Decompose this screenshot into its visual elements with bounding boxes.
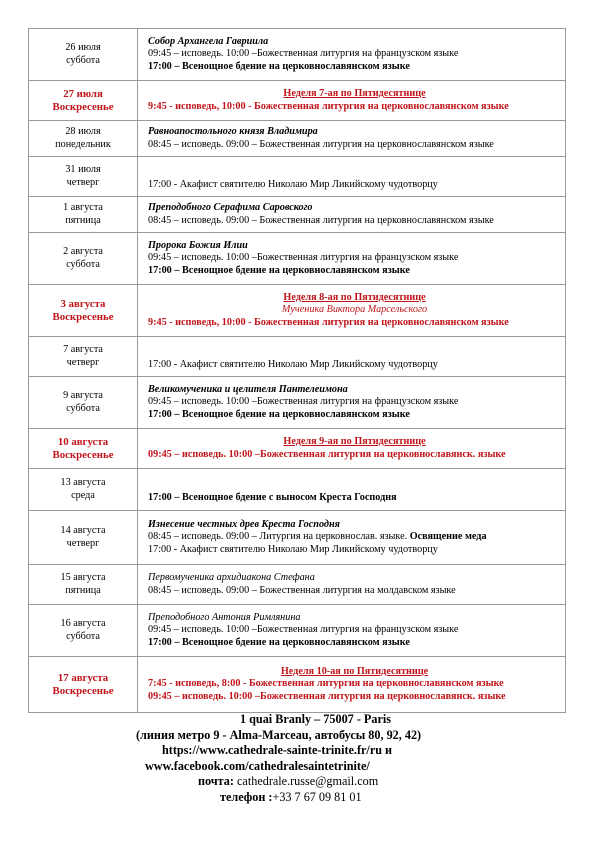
table-row: [29, 429, 566, 469]
service-cell: [138, 121, 566, 157]
date: 7 августа: [63, 344, 103, 356]
sunday-title: Неделя 10-ая по Пятидесятнице: [280, 665, 429, 677]
weekday: Воскресенье: [52, 448, 114, 461]
weekday: четверг: [66, 356, 100, 368]
date: 16 августа: [60, 618, 106, 630]
email-line: [0, 774, 594, 790]
date: 26 июля: [65, 42, 101, 54]
service-cell: [138, 337, 566, 377]
service-cell: [138, 29, 566, 81]
address: 1 quai Branly – 75007 - Paris: [240, 712, 391, 726]
table-row: [29, 511, 566, 565]
weekday: среда: [71, 489, 95, 501]
facebook-link[interactable]: www.facebook.com/cathedralesaintetrinite/: [145, 758, 370, 773]
date: 27 июля: [63, 88, 103, 101]
weekday: суббота: [66, 402, 100, 414]
weekday: четверг: [66, 176, 100, 188]
service-line: 09:45 – исповедь. 10:00 –Божественная литургия на французском языке: [148, 252, 459, 264]
service-cell: [138, 429, 566, 469]
date: 10 августа: [57, 436, 109, 449]
service-line: 17:00 – Всенощное бдение на церковнославянском языке: [148, 60, 410, 72]
phone-line: [0, 790, 594, 806]
weekday: Воскресенье: [52, 684, 114, 697]
date-cell: [29, 469, 138, 511]
service-line: 17:00 – Всенощное бдение на церковнославянском языке: [148, 408, 410, 420]
service-cell: [138, 233, 566, 285]
weekday: пятница: [65, 584, 101, 596]
service-line: 09:45 – исповедь. 10:00 –Божественная литургия на французском языке: [148, 396, 459, 408]
date-cell: [29, 511, 138, 565]
weekday: суббота: [66, 630, 100, 642]
date: 3 августа: [60, 298, 106, 311]
service-line: 09:45 – исповедь. 10:00 –Божественная литургия на французском языке: [148, 624, 459, 636]
honey-blessing: Освящение меда: [409, 531, 487, 543]
table-row: [29, 377, 566, 429]
weekday: суббота: [66, 54, 100, 66]
table-row: [29, 605, 566, 657]
date: 31 июля: [65, 164, 101, 176]
service-cell: [138, 565, 566, 605]
weekday: четверг: [66, 537, 100, 549]
service-cell: [138, 197, 566, 233]
feast-name: Преподобного Серафима Саровского: [148, 202, 313, 214]
feast-name: Великомученика и целителя Пантелеимона: [148, 383, 348, 395]
feast-name: Преподобного Антония Римлянина: [148, 611, 301, 623]
date: 9 августа: [63, 390, 103, 402]
weekday: суббота: [66, 258, 100, 270]
feast-name: Равноапостольного князя Владимира: [148, 126, 318, 138]
feast-name: Изнесение честных древ Креста Господня: [148, 518, 340, 530]
date-cell: [29, 429, 138, 469]
date-cell: [29, 81, 138, 121]
date-cell: [29, 605, 138, 657]
table-row: [29, 81, 566, 121]
service-cell: [138, 511, 566, 565]
phone-number[interactable]: +33 7 67 09 81 01: [272, 789, 362, 804]
service-line: 17:00 – Всенощное бдение на церковнославянском языке: [148, 264, 410, 276]
weekday: Воскресенье: [52, 310, 114, 323]
phone-label: телефон :: [220, 789, 273, 804]
table-row: [29, 657, 566, 713]
service-line: [148, 531, 561, 543]
weekday: понедельник: [55, 138, 111, 150]
service-line: 7:45 - исповедь, 8:00 - Божественная литургия на церковнославянском языке: [148, 678, 504, 690]
table-row: [29, 337, 566, 377]
service-line: 09:45 – исповедь. 10:00 –Божественная литургия на французском языке: [148, 48, 459, 60]
service-line: 08:45 – исповедь. 09:00 – Божественная литургия на церковнославянском языке: [148, 138, 494, 150]
service-cell: [138, 469, 566, 511]
email-link[interactable]: cathedrale.russe@gmail.com: [237, 774, 379, 789]
date: 1 августа: [63, 202, 103, 214]
service-line: 08:45 – исповедь. 09:00 – Божественная литургия на молдавском языке: [148, 584, 456, 596]
table-row: [29, 29, 566, 81]
date-cell: [29, 121, 138, 157]
date-cell: [29, 565, 138, 605]
date: 15 августа: [60, 572, 106, 584]
sunday-title: Неделя 7-ая по Пятидесятнице: [283, 88, 426, 100]
date: 17 августа: [57, 672, 109, 685]
service-line: 17:00 - Акафист святителю Николаю Мир Ликийскому чудотворцу: [148, 543, 438, 555]
table-row: [29, 233, 566, 285]
date-cell: [29, 157, 138, 197]
table-row: [29, 285, 566, 337]
date-cell: [29, 377, 138, 429]
date-cell: [29, 285, 138, 337]
date: 2 августа: [63, 246, 103, 258]
service-line: 08:45 – исповедь. 09:00 – Божественная литургия на церковнославянском языке: [148, 214, 494, 226]
weekday: Воскресенье: [52, 100, 114, 113]
table-row: [29, 565, 566, 605]
date: 13 августа: [60, 477, 106, 489]
feast-name: Мученика Виктора Марсельского: [281, 304, 428, 316]
service-cell: [138, 605, 566, 657]
service-line: 17:00 – Всенощное бдение на церковнославянском языке: [148, 636, 410, 648]
service-line: 9:45 - исповедь, 10:00 - Божественная литургия на церковнославянском языке: [148, 100, 509, 112]
table-row: [29, 157, 566, 197]
service-cell: [138, 657, 566, 713]
feast-name: Собор Архангела Гавриила: [148, 35, 269, 47]
date: 28 июля: [65, 126, 101, 138]
service-line-text: 08:45 – исповедь. 09:00 – Литургия на церковнослав. языке.: [148, 531, 408, 543]
weekday: пятница: [65, 214, 101, 226]
website-link[interactable]: https://www.cathedrale-sainte-trinite.fr/ru и: [162, 743, 393, 758]
date-cell: [29, 197, 138, 233]
table-row: [29, 469, 566, 511]
service-cell: [138, 157, 566, 197]
service-cell: [138, 285, 566, 337]
email-label: почта:: [198, 774, 234, 789]
service-line: 09:45 – исповедь. 10:00 –Божественная литургия на церковнославянск. языке: [148, 448, 506, 460]
feast-name: Пророка Божия Илии: [148, 239, 248, 251]
service-cell: [138, 377, 566, 429]
service-line: 09:45 – исповедь. 10:00 –Божественная литургия на церковнославянск. языке: [148, 690, 506, 702]
date-cell: [29, 233, 138, 285]
date-cell: [29, 337, 138, 377]
date-cell: [29, 657, 138, 713]
sunday-title: Неделя 9-ая по Пятидесятнице: [283, 436, 426, 448]
table-row: [29, 197, 566, 233]
contact-footer: [0, 712, 594, 806]
date-cell: [29, 29, 138, 81]
service-line: 9:45 - исповедь, 10:00 - Божественная литургия на церковнославянском языке: [148, 316, 509, 328]
date: 14 августа: [60, 525, 106, 537]
service-line: 17:00 - Акафист святителю Николаю Мир Ликийскому чудотворцу: [148, 358, 438, 370]
service-line: 17:00 – Всенощное бдение с выносом Креста Господня: [148, 491, 397, 503]
service-line: 17:00 - Акафист святителю Николаю Мир Ликийскому чудотворцу: [148, 178, 438, 190]
sunday-title: Неделя 8-ая по Пятидесятнице: [283, 291, 426, 303]
metro-info: (линия метро 9 - Alma-Marceau, автобусы 80, 92, 42): [136, 727, 422, 742]
service-cell: [138, 81, 566, 121]
feast-name: Первомученика архидиакона Стефана: [148, 572, 315, 584]
table-row: [29, 121, 566, 157]
schedule-table: [28, 28, 566, 713]
